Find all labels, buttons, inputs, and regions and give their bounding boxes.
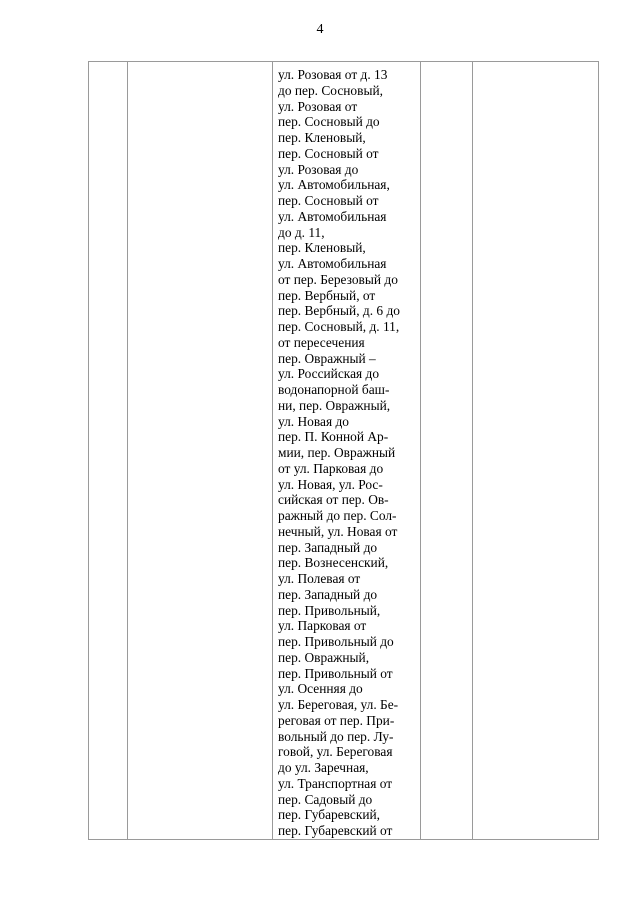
streets-list xyxy=(273,62,420,839)
text-line: нечный, ул. Новая от xyxy=(278,523,398,539)
text-line: пер. Губаревский от xyxy=(278,823,393,838)
text-line: пер. П. Конной Ар- xyxy=(278,429,389,445)
text-line: ул. Автомобильная, xyxy=(278,177,390,193)
text-line: от ул. Парковая до xyxy=(278,460,384,476)
text-line: пер. Привольный до xyxy=(278,634,394,649)
text-line: до ул. Заречная, xyxy=(278,760,369,775)
text-line: ул. Автомобильная xyxy=(278,208,387,224)
text-line: от пересечения xyxy=(278,334,365,350)
text-line: сийская от пер. Ов- xyxy=(278,492,389,508)
table-cell xyxy=(473,62,599,840)
text-line: ул. Розовая до xyxy=(278,161,359,177)
text-line: ул. Автомобильная xyxy=(278,256,387,271)
table-cell xyxy=(128,62,273,840)
text-line: ул. Розовая от д. 13 xyxy=(278,67,388,82)
table-cell xyxy=(89,62,128,840)
table-cell xyxy=(421,62,473,840)
text-line: до пер. Сосновый, xyxy=(278,82,383,98)
text-line: пер. Вербный, д. 6 до xyxy=(278,303,400,319)
text-line: вольный до пер. Лу- xyxy=(278,728,394,744)
text-line: ул. Новая до xyxy=(278,413,349,429)
text-line: пер. Вознесенский, xyxy=(278,555,389,571)
text-line: ул. Осенняя до xyxy=(278,681,363,697)
text-line: ул. Парковая от xyxy=(278,618,367,634)
table-row xyxy=(89,62,599,840)
text-line: пер. Западный до xyxy=(278,586,378,602)
text-line: пер. Западный до xyxy=(278,539,378,555)
text-line: ул. Российская до xyxy=(278,366,380,382)
text-line: пер. Привольный от xyxy=(278,665,393,681)
text-line: пер. Сосновый от xyxy=(278,193,379,208)
text-line: ни, пер. Овражный, xyxy=(278,397,391,413)
text-line: ул. Полевая от xyxy=(278,571,361,586)
text-line: от пер. Березовый до xyxy=(278,271,398,287)
document-table xyxy=(88,61,599,840)
text-line: пер. Сосновый, д. 11, xyxy=(278,319,400,334)
text-line: ул. Новая, ул. Рос- xyxy=(278,476,383,492)
text-line: пер. Губаревский, xyxy=(278,807,381,823)
text-line: ул. Розовая от xyxy=(278,98,358,114)
text-line: до д. 11, xyxy=(278,224,325,240)
text-line: реговая от пер. При- xyxy=(278,712,395,728)
table-cell-streets xyxy=(273,62,421,840)
page-number: 4 xyxy=(316,22,324,37)
text-line: пер. Кленовый, xyxy=(278,240,366,256)
text-line: мии, пер. Овражный xyxy=(278,445,396,460)
text-line: пер. Сосновый до xyxy=(278,114,380,130)
text-line: пер. Овражный – xyxy=(278,350,376,366)
text-line: пер. Кленовый, xyxy=(278,130,366,145)
text-line: пер. Овражный, xyxy=(278,649,370,665)
text-line: пер. Привольный, xyxy=(278,602,381,618)
text-line: водонапорной баш- xyxy=(278,382,390,397)
text-line: ул. Береговая, ул. Бе- xyxy=(278,697,399,712)
text-line: ул. Транспортная от xyxy=(278,775,393,791)
text-line: пер. Садовый до xyxy=(278,791,373,807)
text-line: пер. Вербный, от xyxy=(278,287,376,303)
text-line: ражный до пер. Сол- xyxy=(278,508,397,523)
text-line: пер. Сосновый от xyxy=(278,145,379,161)
text-line: говой, ул. Береговая xyxy=(278,744,393,760)
